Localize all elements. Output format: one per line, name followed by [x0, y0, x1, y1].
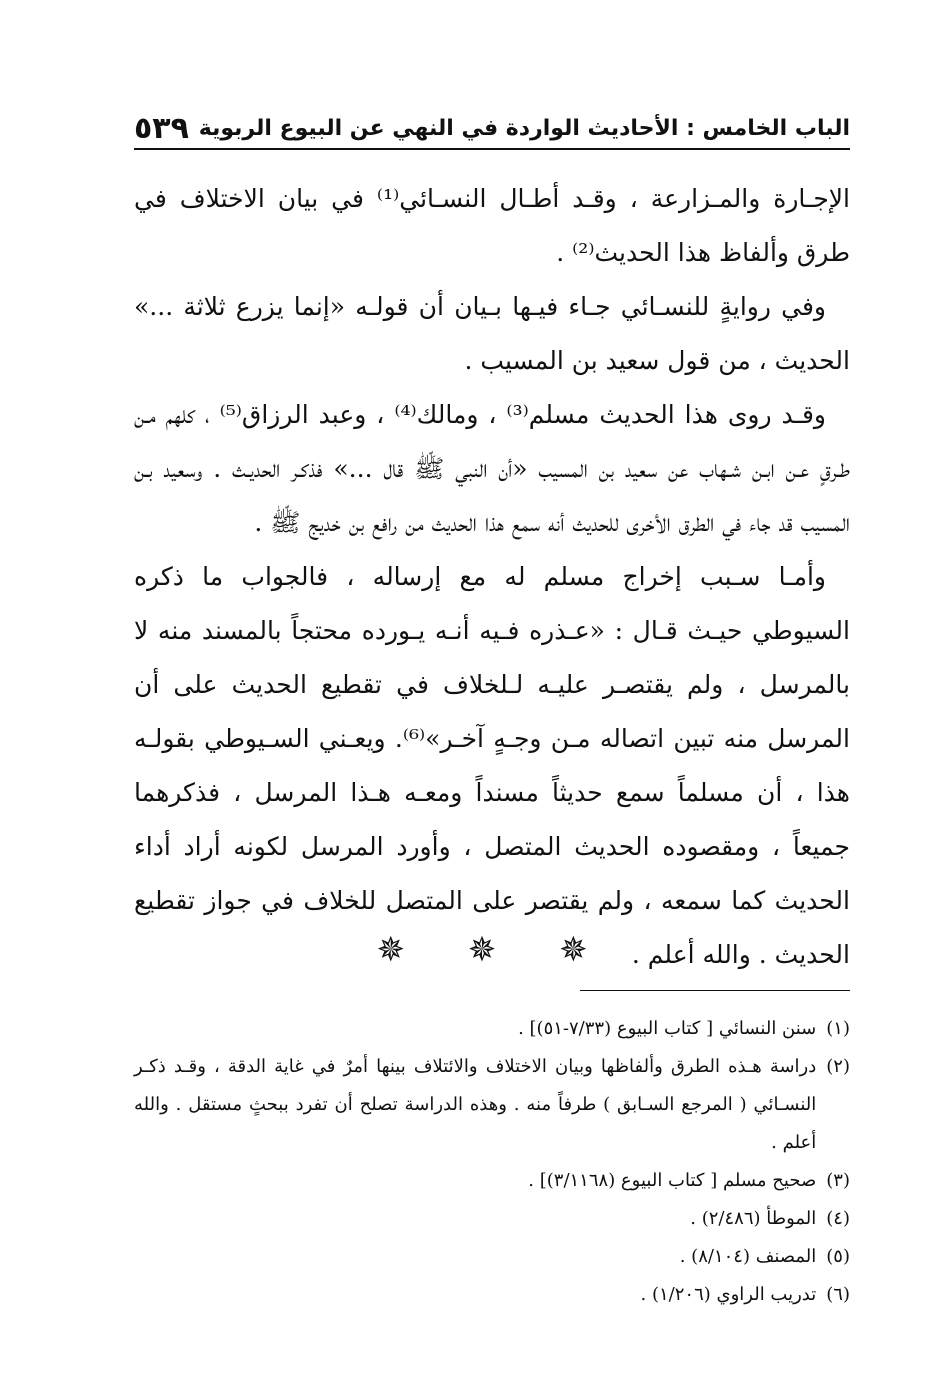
paragraph: وأمـا سـبب إخراج مسلم له مع إرساله ، فالجواب ما ذكره السيوطي حيـث قـال : «عـذره فـيه أنـه يـورده محتجاً بالمسند منه لا بالمرسل ، ولم يقتصـر عليـه لـلخلاف في تقطيع الحديث على أن المرسل منه تبين اتصاله مـن وجـهٍ آخـر»⁽⁶⁾. ويعـني السـيوطي بقولـه هذا ، أن مسلماً سمع حديثاً مسنداً ومعـه هـذا المرسل ، فذكرهما جميعاً ، ومقصوده الحديث المتصل ، وأورد المرسل لكونه أراد أداء الحديث كما سمعه ، ولم يقتصر على المتصل للخلاف في جواز تقطيع الحديث . والله أعلم .: [134, 562, 850, 969]
footnote: [134, 1238, 850, 1276]
star-ornament-icon: ✵: [376, 930, 425, 970]
footnote-text: سنن النسائي [ كتاب البيوع (٧/٣٣-٥١)] .: [518, 1018, 817, 1039]
star-ornament-icon: ✵: [467, 930, 517, 970]
running-title: الباب الخامس : الأحاديث الواردة في النهي عن البيوع الربوية: [198, 116, 850, 141]
footnote-text: الموطأ (٢/٤٨٦) .: [690, 1208, 817, 1229]
footnote: [134, 1276, 850, 1314]
footnote-number: (٥): [826, 1246, 850, 1267]
footnote-divider: [580, 990, 850, 991]
footnote: [134, 1200, 850, 1238]
page-header: [134, 104, 850, 150]
paragraph: وفي روايةٍ للنسـائي جـاء فيـها بـيان أن قولـه «إنما يزرع ثلاثة ...» الحديث ، من قول سعيد بن المسيب .: [134, 292, 850, 375]
footnote-number: (٦): [826, 1284, 850, 1305]
star-ornament-icon: ✵: [559, 930, 608, 970]
footnote-text: المصنف (٨/١٠٤) .: [679, 1246, 817, 1267]
footnote: [134, 1162, 850, 1200]
footnote: [134, 1010, 850, 1048]
footnote-text: صحيح مسلم [ كتاب البيوع (٣/١١٦٨)] .: [528, 1170, 817, 1191]
footnote: [134, 1048, 850, 1162]
section-separator: [134, 930, 850, 970]
footnote-number: (٢): [826, 1056, 850, 1077]
footnotes: [134, 1010, 850, 1314]
paragraph: وقـد روى هذا الحديث مسلم⁽³⁾ ، ومالك⁽⁴⁾ ، وعبد الرزاق⁽⁵⁾ ، كلهم مـن طـرقٍ عـن ابـن شـهاب عن سعيد بن المسيب «أن النبي ﷺ قال ...» فذكـر الحديـث . وسعيد بـن المسيب قد جاء في الطرق الأخرى للحديث أنه سمع هذا الحديث من رافع بن خديج ﷺ .: [134, 400, 850, 537]
book-page: [134, 0, 850, 1378]
footnote-number: (٤): [826, 1208, 850, 1229]
main-text: [134, 172, 850, 982]
footnote-number: (١): [826, 1018, 850, 1039]
paragraph: الإجـارة والمـزارعة ، وقـد أطـال النسـائي⁽¹⁾ في بيان الاختلاف في طرق وألفاظ هذا الحديث⁽²⁾ .: [134, 184, 850, 267]
footnote-number: (٣): [826, 1170, 850, 1191]
footnote-text: تدريب الراوي (١/٢٠٦) .: [640, 1284, 817, 1305]
footnote-text: دراسة هـذه الطرق وألفاظها وبيان الاختلاف والائتلاف بينها أمرٌ في غاية الدقة ، وقـد ذكـر النسـائي ( المرجع السـابق ) طرفاً منه . وهذه الدراسة تصلح أن تفرد ببحثٍ مستقل . والله أعلم .: [134, 1056, 817, 1153]
page-number: ٥٣٩: [134, 111, 189, 146]
